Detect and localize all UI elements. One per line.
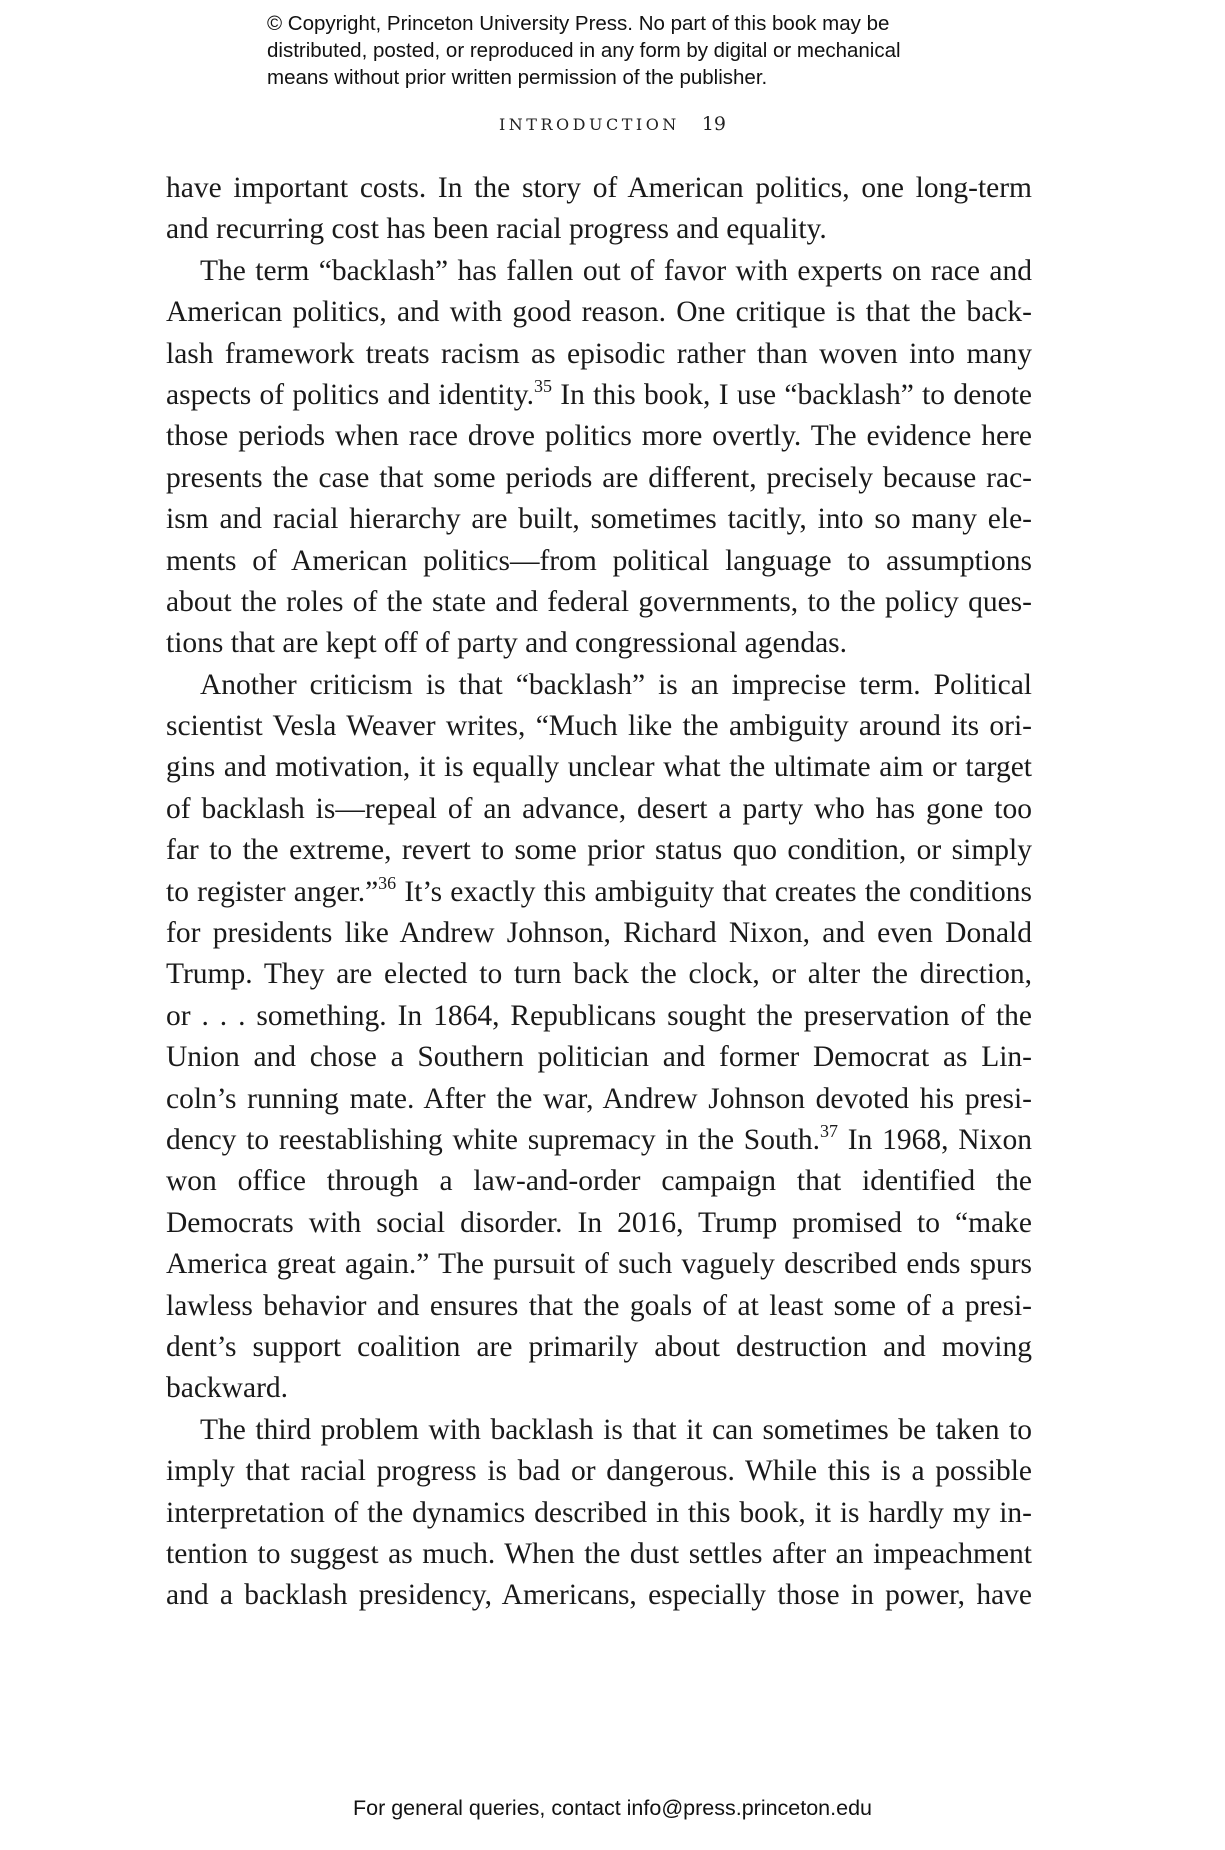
copyright-line: distributed, posted, or reproduced in any form by digital or mechanical — [267, 39, 901, 62]
text-line: The third problem with backlash is that it can sometimes be taken to — [200, 1413, 1032, 1446]
text-line: or . . . something. In 1864, Republicans sought the preservation of the — [166, 999, 1032, 1032]
copyright-line: © Copyright, Princeton University Press. No part of this book may be — [267, 12, 890, 35]
text-line: imply that racial progress is bad or dangerous. While this is a possible — [166, 1455, 1032, 1488]
text-line: tention to suggest as much. When the dust settles after an impeachment — [166, 1537, 1032, 1570]
body-text — [166, 168, 1032, 1617]
text-line: about the roles of the state and federal governments, to the policy ques- — [166, 585, 1032, 618]
text-line: ism and racial hierarchy are built, sometimes tacitly, into so many ele- — [166, 503, 1032, 536]
text-line: gins and motivation, it is equally unclear what the ultimate aim or target — [166, 751, 1032, 784]
copyright-notice — [267, 10, 1027, 91]
text-segment: It’s exactly this ambiguity that creates the conditions — [396, 875, 1032, 908]
text-line — [166, 1120, 1032, 1161]
text-line: have important costs. In the story of American politics, one long-term — [166, 172, 1032, 204]
text-line: Union and chose a Southern politician and former Democrat as Lin- — [166, 1041, 1032, 1074]
text-line: lash framework treats racism as episodic rather than woven into many — [166, 337, 1032, 370]
copyright-line: means without prior written permission of the publisher. — [267, 66, 768, 89]
text-line: lawless behavior and ensures that the goals of at least some of a presi- — [166, 1289, 1032, 1322]
page-number: 19 — [701, 113, 726, 135]
text-segment: In this book, I use “backlash” to denote — [551, 378, 1032, 411]
footnote-marker: 37 — [820, 1120, 839, 1141]
text-segment: to register anger.” — [166, 875, 379, 908]
text-line: far to the extreme, revert to some prior status quo condition, or simply — [166, 834, 1032, 867]
text-line: Another criticism is that “backlash” is an imprecise term. Political — [200, 668, 1032, 701]
text-line: of backlash is—repeal of an advance, desert a party who has gone too — [166, 792, 1032, 825]
text-line: and recurring cost has been racial progress and equality. — [166, 213, 827, 246]
text-line: for presidents like Andrew Johnson, Richard Nixon, and even Donald — [166, 917, 1032, 950]
footer-contact: For general queries, contact info@press.princeton.edu — [352, 1796, 872, 1820]
text-segment: In 1968, Nixon — [838, 1123, 1033, 1156]
footnote-marker: 35 — [533, 375, 552, 396]
text-line: Trump. They are elected to turn back the clock, or alter the direction, — [166, 958, 1032, 991]
text-line — [166, 375, 1032, 416]
text-segment: dency to reestablishing white supremacy in the South. — [166, 1123, 821, 1156]
text-line: American politics, and with good reason. One critique is that the back- — [166, 296, 1032, 329]
text-line: scientist Vesla Weaver writes, “Much like the ambiguity around its ori- — [166, 710, 1032, 743]
text-line — [166, 872, 1032, 913]
text-line: coln’s running mate. After the war, Andrew Johnson devoted his presi- — [166, 1082, 1032, 1115]
text-line: presents the case that some periods are different, precisely because rac- — [166, 461, 1032, 494]
chapter-title: INTRODUCTION — [498, 115, 680, 134]
text-line: those periods when race drove politics more overtly. The evidence here — [166, 420, 1032, 453]
text-line: dent’s support coalition are primarily about destruction and moving — [166, 1330, 1032, 1363]
text-line: backward. — [166, 1372, 289, 1405]
text-line: ments of American politics—from political language to assumptions — [166, 544, 1032, 577]
text-line: and a backlash presidency, Americans, especially those in power, have — [166, 1579, 1032, 1612]
text-line: America great again.” The pursuit of such vaguely described ends spurs — [166, 1248, 1032, 1281]
text-line: won office through a law-and-order campaign that identified the — [166, 1165, 1032, 1198]
text-line: The term “backlash” has fallen out of favor with experts on race and — [200, 254, 1032, 287]
text-line: Democrats with social disorder. In 2016, Trump promised to “make — [166, 1206, 1032, 1239]
text-segment: aspects of politics and identity. — [166, 378, 534, 411]
text-line: interpretation of the dynamics described in this book, it is hardly my in- — [166, 1496, 1032, 1529]
footnote-marker: 36 — [378, 872, 397, 893]
text-line: tions that are kept off of party and congressional agendas. — [166, 627, 848, 660]
running-head — [0, 113, 1225, 135]
